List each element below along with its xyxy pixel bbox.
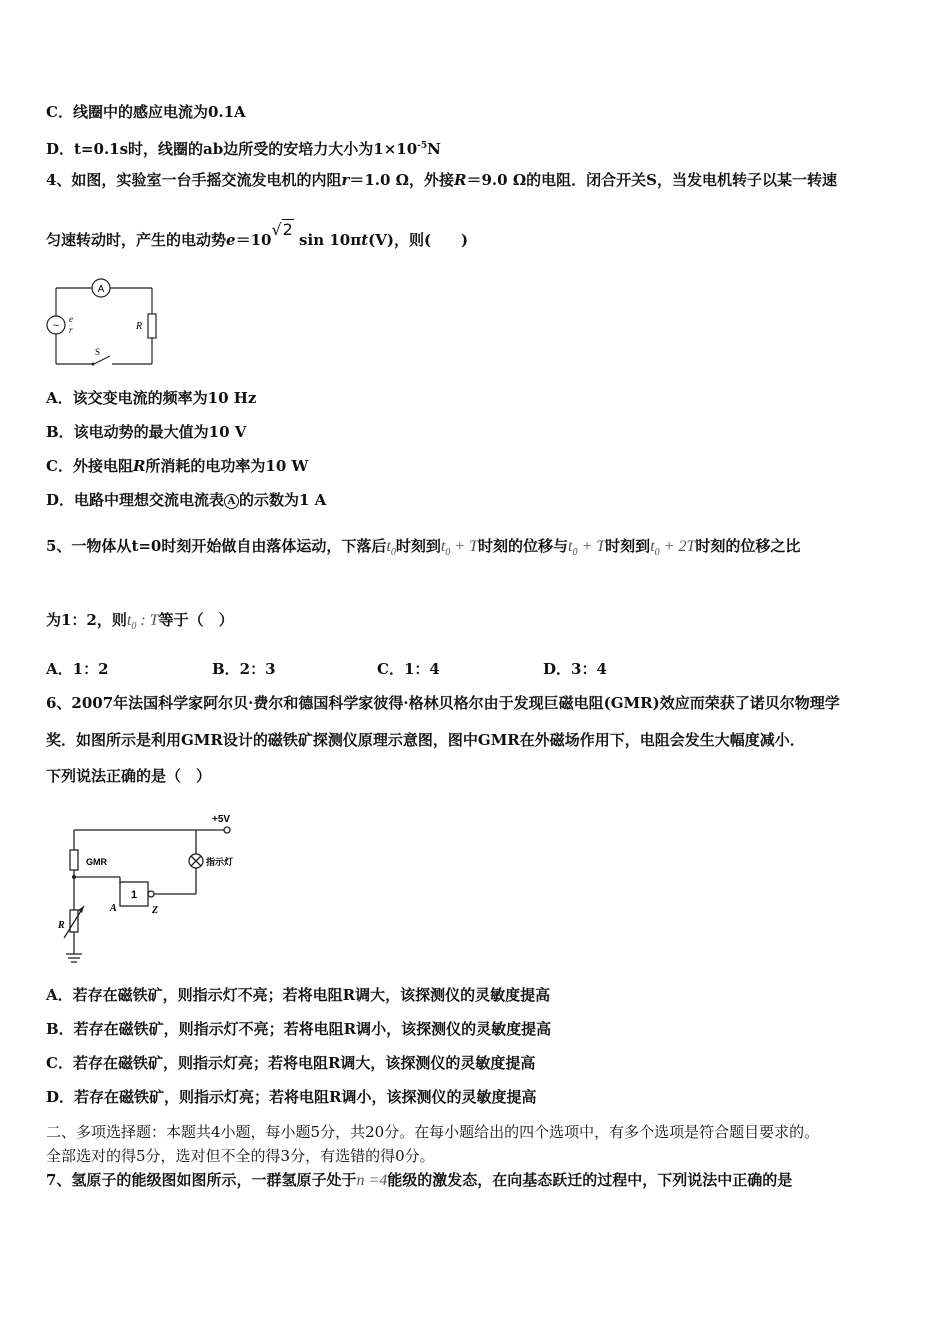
t0-ratio-T: $t_0$ : T (126, 612, 159, 633)
q6-stem-line1: 6、2007年法国科学家阿尔贝·费尔和德国科学家彼得·格林贝格尔由于发现巨磁电阻(GMR)效应而荣获了诺贝尔物理学 (46, 694, 840, 712)
switch-label: S (95, 347, 101, 357)
q5-stem-line2: 为1：2，则$t_0$ : T等于（ ） (46, 611, 234, 633)
gate-input-label: A (110, 903, 117, 914)
q4-option-b: B．该电动势的最大值为10 V (46, 423, 247, 441)
emf-label: e (69, 314, 73, 324)
ammeter-label: A (97, 284, 105, 295)
q5-option-b: B．2：3 (212, 660, 276, 678)
internal-resistance-label: r (69, 325, 73, 335)
q6-option-b: B．若存在磁铁矿，则指示灯不亮；若将电阻R调小，该探测仪的灵敏度提高 (46, 1020, 552, 1038)
q4-stem-line2: 匀速转动时，产生的电动势e＝10√2 sin 10πt(V)，则( ) (46, 220, 469, 249)
q4-stem-line1: 4、如图，实验室一台手摇交流发电机的内阻r＝1.0 Ω，外接R＝9.0 Ω的电阻．闭合开关S，当发电机转子以某一转速 (46, 171, 838, 189)
q5-option-c: C．1：4 (377, 660, 440, 678)
q4-option-a: A．该交变电流的频率为10 Hz (46, 389, 257, 407)
variable-resistor-label: R (58, 920, 65, 931)
gate-output-label: Z (152, 905, 159, 916)
q6-circuit-diagram (52, 792, 277, 972)
t0-plus-2T: $t_0 + 2T$ (650, 538, 696, 559)
ammeter-symbol-icon: A (224, 494, 239, 509)
q6-option-c: C．若存在磁铁矿，则指示灯亮；若将电阻R调大，该探测仪的灵敏度提高 (46, 1054, 536, 1072)
q5-option-a: A．1：2 (46, 660, 109, 678)
t0-1: $t_0$ (386, 538, 396, 559)
q5-stem-line1: 5、一物体从t=0时刻开始做自由落体运动，下落后$t_0$时刻到$t_0 + T$时刻的位移与$t_0 + T$时刻到$t_0 + 2T$时刻的位移之比 (46, 537, 801, 559)
vcc-label: +5V (212, 814, 231, 825)
q6-option-a: A．若存在磁铁矿，则指示灯不亮；若将电阻R调大，该探测仪的灵敏度提高 (46, 986, 551, 1004)
source-symbol: ~ (52, 320, 60, 332)
vcc-terminal-icon (224, 827, 230, 833)
q3-option-c: C．线圈中的感应电流为0.1A (46, 103, 246, 121)
sqrt-symbol: √2 (271, 220, 293, 239)
resistor-icon (148, 314, 156, 338)
gate-label: 1 (130, 889, 138, 901)
q7-stem-line1: 7、氢原子的能级图如图所示，一群氢原子处于n =4能级的激发态，在向基态跃迁的过程中，下列说法中正确的是 (46, 1171, 793, 1189)
section2-heading-line1: 二、多项选择题：本题共4小题，每小题5分，共20分。在每小题给出的四个选项中，有多个选项是符合题目要求的。 (46, 1123, 820, 1141)
q4-circuit-diagram (44, 276, 159, 368)
q6-option-d: D．若存在磁铁矿，则指示灯亮；若将电阻R调小，该探测仪的灵敏度提高 (46, 1088, 537, 1106)
q4-option-c: C．外接电阻R所消耗的电功率为10 W (46, 457, 309, 475)
t0-plus-T-1: $t_0 + T$ (440, 538, 478, 559)
t0-plus-T-2: $t_0 + T$ (568, 538, 606, 559)
q4-option-d: D．电路中理想交流电流表 A 的示数为1 A (46, 491, 327, 509)
q6-stem-line2: 奖．如图所示是利用GMR设计的磁铁矿探测仪原理示意图，图中GMR在外磁场作用下，电阻会发生大幅度减小． (46, 731, 805, 749)
q5-option-d: D．3：4 (543, 660, 607, 678)
section2-heading-line2: 全部选对的得5分，选对但不全的得3分，有选错的得0分。 (46, 1147, 435, 1165)
gmr-resistor-icon (70, 850, 78, 870)
q3-option-d: D．t=0.1s时，线圈的ab边所受的安培力大小为$1\times 10^{-5}N$ (46, 140, 441, 158)
resistor-label: R (136, 321, 143, 332)
lamp-label: 指示灯 (206, 858, 234, 868)
gmr-label: GMR (86, 857, 107, 867)
q6-stem-line3: 下列说法正确的是（ ） (46, 767, 212, 785)
n-equals-4: n =4 (356, 1172, 388, 1189)
